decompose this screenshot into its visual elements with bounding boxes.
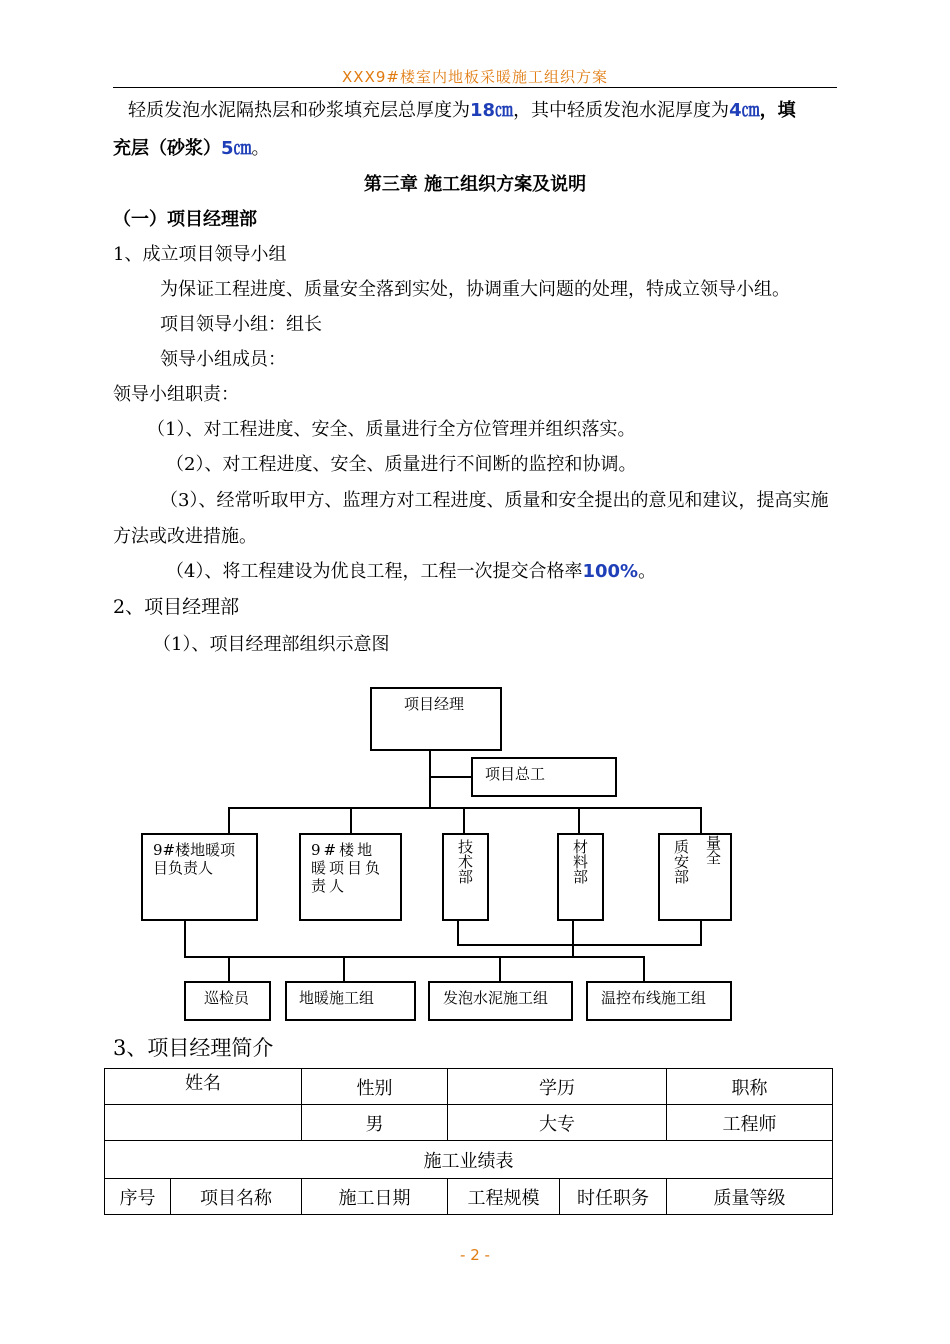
col-project-name: 项目名称 xyxy=(171,1179,302,1215)
connector-line xyxy=(643,956,645,982)
section-heading: （一）项目经理部 xyxy=(113,209,257,230)
manager-profile-table xyxy=(104,1068,833,1215)
pass-rate: 100% xyxy=(582,561,639,582)
connector-line xyxy=(700,807,702,834)
org-label: 项目总工 xyxy=(485,765,546,783)
duty-text: 。 xyxy=(638,561,657,582)
intro-text: 轻质发泡水泥隔热层和砂浆填充层总厚度为 xyxy=(128,100,470,121)
connector-line xyxy=(700,920,702,945)
subsection-heading: 1、成立项目领导小组 xyxy=(113,244,287,265)
org-label: 9#楼地暖项目负责人 xyxy=(311,841,384,895)
subsection-heading: 2、项目经理部 xyxy=(113,596,240,618)
connector-line xyxy=(228,807,702,809)
org-label: 9#楼地暖项目负责人 xyxy=(153,841,236,877)
connector-line xyxy=(228,807,230,834)
table-header-row xyxy=(105,1069,833,1105)
connector-line xyxy=(429,776,472,778)
org-box-foam-cement-team xyxy=(428,981,573,1021)
connector-line xyxy=(463,807,465,834)
header-title: 职称 xyxy=(667,1069,833,1105)
intro-text: 充层（砂浆） xyxy=(113,138,221,159)
duty-item-continued: 方法或改进措施。 xyxy=(113,526,257,547)
connector-line xyxy=(350,807,352,834)
intro-text: ，其中轻质发泡水泥厚度为 xyxy=(513,100,730,121)
paragraph: 为保证工程进度、质量安全落到实处，协调重大问题的处理，特成立领导小组。 xyxy=(160,279,790,300)
org-box-project-lead-a xyxy=(141,833,258,921)
col-project-scale: 工程规模 xyxy=(448,1179,560,1215)
duty-item: （2）、对工程进度、安全、质量进行不间断的监控和协调。 xyxy=(166,454,637,475)
header-rule xyxy=(113,87,837,88)
performance-table-title: 施工业绩表 xyxy=(105,1141,833,1179)
org-label: 量全 xyxy=(704,835,722,865)
col-number: 序号 xyxy=(105,1179,171,1215)
thickness-total: 18㎝ xyxy=(470,100,514,121)
duty-text: （4）、将工程建设为优良工程，工程一次提交合格率 xyxy=(166,561,583,582)
col-position: 时任职务 xyxy=(560,1179,667,1215)
org-box-thermostat-wiring-team xyxy=(586,981,732,1021)
connector-line xyxy=(228,956,230,982)
duty-item: （1）、对工程进度、安全、质量进行全方位管理并组织落实。 xyxy=(147,419,636,440)
col-construction-date: 施工日期 xyxy=(302,1179,448,1215)
cell-name xyxy=(105,1105,302,1141)
org-box-inspector xyxy=(184,981,271,1021)
paragraph: 领导小组职责： xyxy=(113,384,239,405)
org-label: 项目经理 xyxy=(404,695,465,713)
paragraph: 项目领导小组：组长 xyxy=(160,314,322,335)
header-gender: 性别 xyxy=(302,1069,448,1105)
connector-line xyxy=(429,751,431,808)
org-box-project-lead-b xyxy=(299,833,402,921)
col-quality-grade: 质量等级 xyxy=(667,1179,833,1215)
org-label: 巡检员 xyxy=(204,989,250,1007)
table-row xyxy=(105,1105,833,1141)
org-box-material-dept xyxy=(557,833,604,921)
connector-line xyxy=(343,956,345,982)
org-label: 质安部 xyxy=(672,839,690,884)
subsection-heading: 3、项目经理简介 xyxy=(113,1036,274,1060)
table-row xyxy=(105,1179,833,1215)
table-row xyxy=(105,1141,833,1179)
chapter-title: 第三章 施工组织方案及说明 xyxy=(363,174,587,195)
intro-text: 。 xyxy=(251,138,270,159)
connector-line xyxy=(572,920,574,957)
org-box-tech-dept xyxy=(442,833,489,921)
header-education: 学历 xyxy=(448,1069,667,1105)
duty-item: （3）、经常听取甲方、监理方对工程进度、质量和安全提出的意见和建议，提高实施 xyxy=(160,490,829,511)
connector-line xyxy=(457,920,459,945)
cell-gender: 男 xyxy=(302,1105,448,1141)
org-label: 发泡水泥施工组 xyxy=(443,989,549,1007)
subsection-heading: （1）、项目经理部组织示意图 xyxy=(153,634,390,655)
connector-line xyxy=(184,956,645,958)
org-box-quality-safety-dept xyxy=(658,833,732,921)
thickness-foam: 4㎝ xyxy=(729,100,760,121)
page-number: - 2 - xyxy=(460,1246,490,1264)
cell-title: 工程师 xyxy=(667,1105,833,1141)
connector-line xyxy=(499,956,501,982)
paragraph: 领导小组成员： xyxy=(160,349,286,370)
org-label: 地暖施工组 xyxy=(299,989,375,1007)
org-box-manager xyxy=(370,687,502,751)
cell-education: 大专 xyxy=(448,1105,667,1141)
org-box-floor-heating-team xyxy=(285,981,416,1021)
thickness-mortar: 5㎝ xyxy=(221,138,252,159)
intro-text: ，填 xyxy=(759,100,796,121)
duty-item xyxy=(166,557,656,583)
header-name: 姓名 xyxy=(105,1069,302,1105)
org-label: 温控布线施工组 xyxy=(601,989,707,1007)
connector-line xyxy=(457,944,702,946)
org-label: 技术部 xyxy=(456,839,474,884)
intro-line-1 xyxy=(128,96,796,122)
intro-line-2 xyxy=(113,134,270,160)
connector-line xyxy=(184,920,186,957)
org-label: 材料部 xyxy=(571,839,589,884)
connector-line xyxy=(578,807,580,834)
org-box-chief-engineer xyxy=(471,757,617,797)
page-header-title: XXX9#楼室内地板采暖施工组织方案 xyxy=(342,68,608,86)
